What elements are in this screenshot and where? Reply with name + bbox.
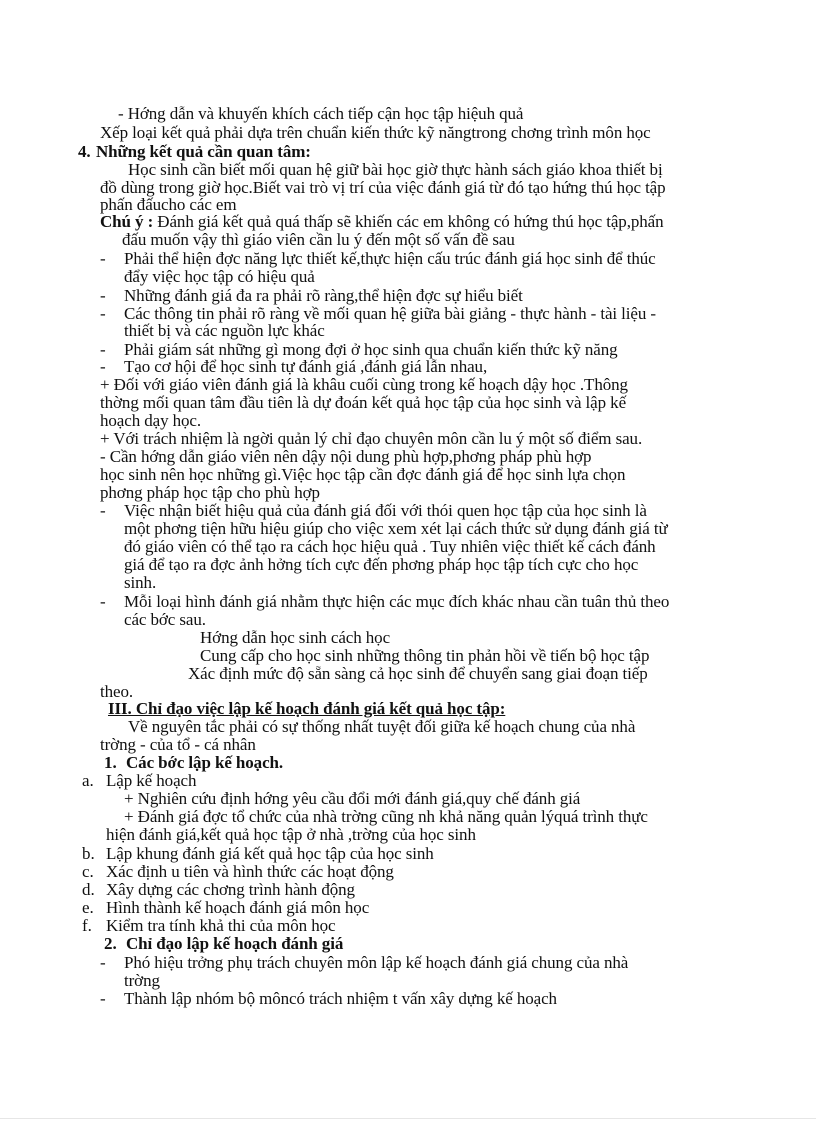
text-line: Hớng dẫn học sinh cách học <box>200 628 391 647</box>
text-line: Xác định mức độ sẵn sàng cả học sinh để chuyển sang giai đoạn tiếp <box>188 664 648 683</box>
text-line: phấn đấucho các em <box>100 195 237 214</box>
list-item-f: Kiểm tra tính khả thi của môn học <box>106 916 336 935</box>
text-line: Thành lập nhóm bộ môncó trách nhiệm t vấn xây dựng kế hoạch <box>124 989 557 1008</box>
text-line: theo. <box>100 682 134 701</box>
text-line: Việc nhận biết hiệu quả của đánh giá đối với thói quen học tập của học sinh là <box>124 501 647 520</box>
subsection-1-title: Các bớc lập kế hoạch. <box>126 753 284 772</box>
text-line: đấu muốn vậy thì giáo viên cần lu ý đến một số vấn đề sau <box>122 230 515 249</box>
list-marker-f: f. <box>82 916 92 935</box>
text-line: + Nghiên cứu định hớng yêu cầu đổi mới đánh giá,quy chế đánh giá <box>124 789 581 808</box>
text-line: - Cần hớng dẫn giáo viên nên dậy nội dung phù hợp,phơng pháp phù hợp <box>100 447 592 466</box>
dash-bullet: - <box>100 286 106 305</box>
text-line: giá để tạo ra đợc ảnh hởng tích cực đến phơng pháp học tập tích cực cho học <box>124 555 639 574</box>
text-line: một phơng tiện hữu hiệu giúp cho việc xem xét lại cách thức sử dụng đánh giá từ <box>124 519 668 538</box>
text-line: Những đánh giá đa ra phải rõ ràng,thể hiện đợc sự hiểu biết <box>124 286 523 305</box>
text-line: đẩy việc học tập có hiệu quả <box>124 267 315 286</box>
section-heading-4: Những kết quả cần quan tâm: <box>96 142 311 161</box>
text-line: Các thông tin phải rõ ràng về mối quan hệ giữa bài giảng - thực hành - tài liệu - <box>124 304 656 323</box>
text-line: Mỗi loại hình đánh giá nhằm thực hiện các mục đích khác nhau cần tuân thủ theo <box>124 592 670 611</box>
text-line: + Với trách nhiệm là ngời quản lý chỉ đạo chuyên môn cần lu ý một số điểm sau. <box>100 429 643 448</box>
text-line: hiện đánh giá,kết quả học tập ở nhà ,trờng của học sinh <box>106 825 476 844</box>
dash-bullet: - <box>100 249 106 268</box>
note-line <box>100 213 664 231</box>
dash-bullet: - <box>100 304 106 323</box>
list-marker-a: a. <box>82 771 94 790</box>
subsection-1-number: 1. <box>104 753 117 772</box>
text-line: thờng mối quan tâm đầu tiên là dự đoán kết quả học tập của học sinh và lập kế <box>100 393 627 412</box>
note-label: Chú ý : <box>100 212 154 231</box>
list-marker-c: c. <box>82 862 94 881</box>
text-line: học sinh nên học những gì.Việc học tập cần đợc đánh giá để học sinh lựa chọn <box>100 465 626 484</box>
list-marker-d: d. <box>82 880 95 899</box>
dash-bullet: - <box>100 989 106 1008</box>
section-heading-4-number: 4. <box>78 142 91 161</box>
text-line: Cung cấp cho học sinh những thông tin phản hồi về tiến bộ học tập <box>200 646 650 665</box>
text-line: thiết bị và các nguồn lực khác <box>124 321 325 340</box>
list-item-a: Lập kế hoạch <box>106 771 197 790</box>
subsection-2-title: Chỉ đạo lập kế hoạch đánh giá <box>126 934 344 953</box>
dash-bullet: - <box>100 501 106 520</box>
list-marker-e: e. <box>82 898 94 917</box>
list-item-d: Xây dựng các chơng trình hành động <box>106 880 355 899</box>
text-line: các bớc sau. <box>124 610 206 629</box>
text-line: Phải thể hiện đợc năng lực thiết kế,thực hiện cấu trúc đánh giá học sinh để thúc <box>124 249 656 268</box>
text-line: Phải giám sát những gì mong đợi ở học sinh qua chuẩn kiến thức kỹ năng <box>124 340 618 359</box>
text-line: + Đối với giáo viên đánh giá là khâu cuối cùng trong kế hoạch dậy học .Thông <box>100 375 628 394</box>
list-item-e: Hình thành kế hoạch đánh giá môn học <box>106 898 370 917</box>
dash-bullet: - <box>100 340 106 359</box>
list-item-b: Lập khung đánh giá kết quả học tập của học sinh <box>106 844 434 863</box>
text-line: Học sinh cần biết mối quan hệ giữ bài học giờ thực hành sách giáo khoa thiết bị <box>128 160 663 179</box>
note-text: Đánh giá kết quả quá thấp sẽ khiến các em không có hứng thú học tập,phấn <box>153 212 664 231</box>
text-line: trờng <box>124 971 160 990</box>
text-line: - Hớng dẫn và khuyến khích cách tiếp cận học tập hiệuh quả <box>118 104 524 123</box>
dash-bullet: - <box>100 357 106 376</box>
text-line: hoạch dạy học. <box>100 411 202 430</box>
text-line: Tạo cơ hội để học sinh tự đánh giá ,đánh giá lẫn nhau, <box>124 357 488 376</box>
text-line: trờng - của tổ - cá nhân <box>100 735 256 754</box>
text-line: phơng pháp học tập cho phù hợp <box>100 483 320 502</box>
text-line: + Đánh giá đợc tổ chức của nhà trờng cũng nh khả năng quản lýquá trình thực <box>124 807 648 826</box>
section-heading-3: III. Chỉ đạo việc lập kế hoạch đánh giá kết quả học tập: <box>108 699 506 718</box>
dash-bullet: - <box>100 592 106 611</box>
text-line: sinh. <box>124 573 157 592</box>
text-line: Xếp loại kết quả phải dựa trên chuẩn kiến thức kỹ năngtrong chơng trình môn học <box>100 123 651 142</box>
list-item-c: Xác định u tiên và hình thức các hoạt động <box>106 862 394 881</box>
text-line: đồ dùng trong giờ học.Biết vai trò vị trí của việc đánh giá từ đó tạo hứng thú học tập <box>100 178 666 197</box>
text-line: Về nguyên tắc phải có sự thống nhất tuyệt đối giữa kế hoạch chung của nhà <box>128 717 636 736</box>
dash-bullet: - <box>100 953 106 972</box>
text-line: đó giáo viên có thể tạo ra cách học hiệu quả . Tuy nhiên việc thiết kế cách đánh <box>124 537 656 556</box>
text-line: Phó hiệu trởng phụ trách chuyên môn lập kế hoạch đánh giá chung của nhà <box>124 953 629 972</box>
subsection-2-number: 2. <box>104 934 117 953</box>
page-bottom-divider <box>0 1118 816 1119</box>
list-marker-b: b. <box>82 844 95 863</box>
